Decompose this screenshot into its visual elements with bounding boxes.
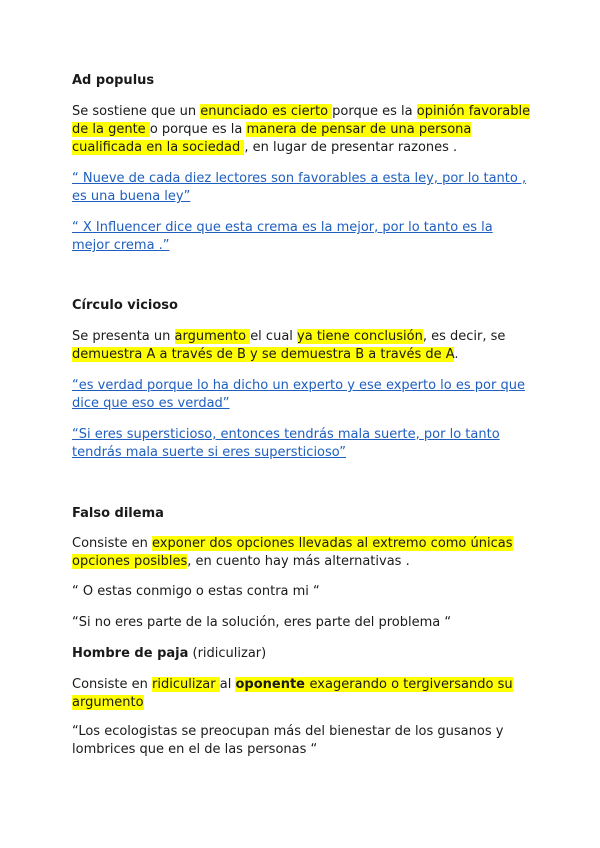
definition-text: o porque es la <box>149 122 247 137</box>
example-quote: “Los ecologistas se preocupan más del bienestar de los gusanos y lombrices que en el de las personas “ <box>72 724 504 757</box>
highlighted-text: exagerando o tergiversando su argumento <box>72 677 513 710</box>
definition-text: Se presenta un <box>72 329 175 344</box>
example-link[interactable]: “Si eres supersticioso, entonces tendrás mala suerte, por lo tanto tendrás mala suerte si eres supersticioso” <box>72 427 500 460</box>
definition-text: , en lugar de presentar razones . <box>244 140 458 155</box>
highlighted-bold-text: oponente <box>235 677 310 692</box>
highlighted-text: opinión favorable de la gente <box>72 104 531 137</box>
highlighted-text: enunciado es cierto <box>200 104 333 119</box>
definition-ad-populus <box>72 103 532 157</box>
section-title-ad-populus: Ad populus <box>72 73 155 88</box>
example-link[interactable]: “es verdad porque lo ha dicho un experto y ese experto lo es por que dice que eso es verdad” <box>72 378 525 411</box>
section-title-circulo-vicioso: Círculo vicioso <box>72 298 178 313</box>
definition-text: Consiste en <box>72 677 153 692</box>
definition-hombre-de-paja <box>72 676 532 712</box>
example-link[interactable]: “ X Influencer dice que esta crema es la mejor, por lo tanto es la mejor crema .” <box>72 220 493 253</box>
section-heading-hombre-de-paja <box>72 645 532 663</box>
definition-circulo-vicioso <box>72 328 532 364</box>
definition-text: porque es la <box>332 104 417 119</box>
highlighted-text: manera de pensar de una persona cualificada en la sociedad <box>72 122 472 155</box>
highlighted-text: ridiculizar <box>152 677 220 692</box>
definition-text: Consiste en <box>72 536 153 551</box>
example-quote: “Si no eres parte de la solución, eres parte del problema “ <box>72 615 452 630</box>
highlighted-text: exponer dos opciones llevadas al extremo como únicas opciones posibles <box>72 536 513 569</box>
definition-text: al <box>219 677 236 692</box>
definition-text: , es decir, se <box>422 329 506 344</box>
section-subtitle: (ridiculizar) <box>192 646 267 661</box>
section-title-falso-dilema: Falso dilema <box>72 506 164 521</box>
highlighted-text: ya tiene conclusión <box>297 329 423 344</box>
highlighted-text: argumento <box>174 329 251 344</box>
definition-text: el cual <box>250 329 298 344</box>
definition-text: , en cuento hay más alternativas . <box>187 554 410 569</box>
example-quote: “ O estas conmigo o estas contra mi “ <box>72 584 320 599</box>
definition-text: . <box>454 347 459 362</box>
highlighted-text: demuestra A a través de B y se demuestra B a través de A <box>72 347 455 362</box>
definition-text: Se sostiene que un <box>72 104 201 119</box>
section-title-hombre-de-paja: Hombre de paja <box>72 646 189 661</box>
example-link[interactable]: “ Nueve de cada diez lectores son favorables a esta ley, por lo tanto , es una buena ley” <box>72 171 527 204</box>
definition-falso-dilema <box>72 535 532 571</box>
